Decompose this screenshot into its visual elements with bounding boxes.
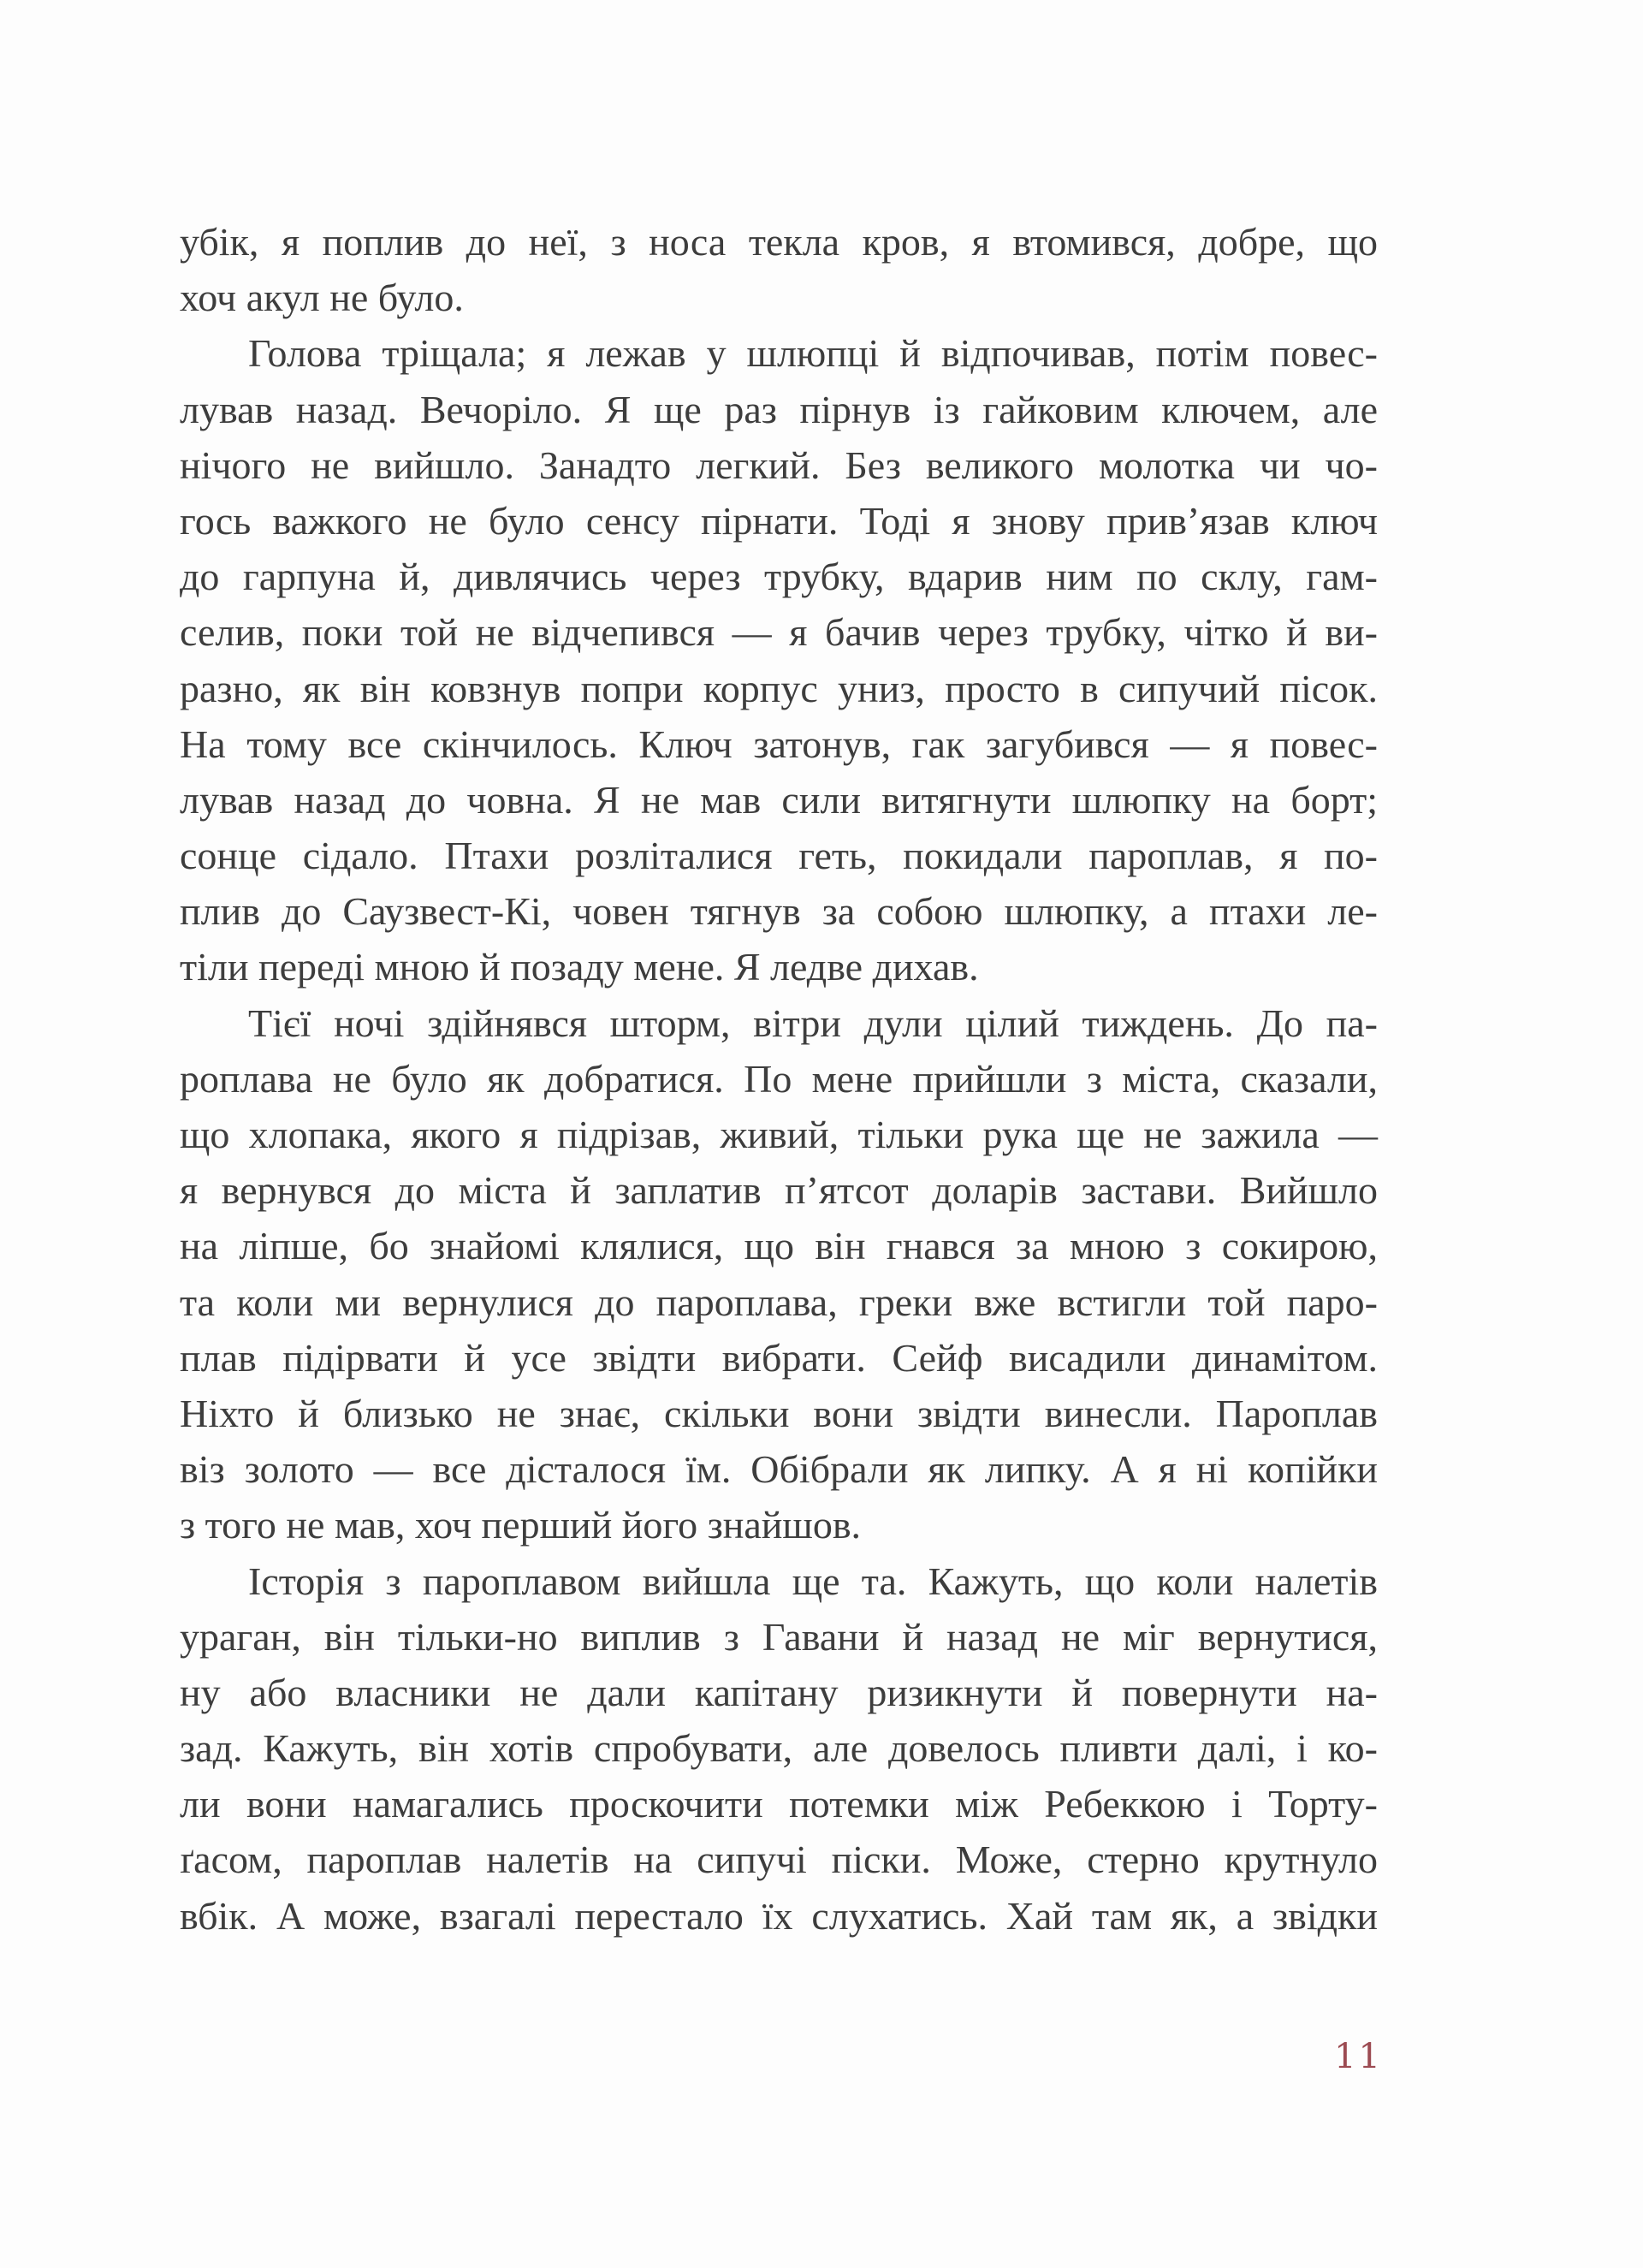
text-line: разно, як він ковзнув попри корпус униз, просто в сипучий пісок. xyxy=(180,666,1378,710)
text-line: ли вони намагались проскочити потемки між Ребеккою і Торту- xyxy=(180,1782,1378,1826)
page-text xyxy=(180,214,1378,1944)
text-line: до гарпуна й, дивлячись через трубку, вдарив ним по склу, гам- xyxy=(180,555,1378,599)
text-line: Історія з пароплавом вийшла ще та. Кажуть, що коли налетів xyxy=(248,1559,1378,1603)
text-line: роплава не було як добратися. По мене прийшли з міста, сказали, xyxy=(180,1056,1378,1101)
text-line: Голова тріщала; я лежав у шлюпці й відпочивав, потім повес- xyxy=(248,331,1378,376)
text-line: нічого не вийшло. Занадто легкий. Без великого молотка чи чо- xyxy=(180,442,1378,487)
text-line: селив, поки той не відчепився — я бачив через трубку, чітко й ви- xyxy=(180,610,1378,655)
text-line: лував назад. Вечоріло. Я ще раз пірнув із гайковим ключем, але xyxy=(180,387,1378,431)
text-line: вбік. А може, взагалі перестало їх слухатись. Хай там як, а звідки xyxy=(180,1893,1378,1938)
text-line: я вернувся до міста й заплатив п’ятсот доларів застави. Вийшло xyxy=(180,1168,1378,1213)
text-line: ураган, він тільки-но виплив з Гавани й назад не міг вернутися, xyxy=(180,1614,1378,1659)
text-line: ґасом, пароплав налетів на сипучі піски. Може, стерно крутнуло xyxy=(180,1838,1378,1882)
text-line: на ліпше, бо знайомі клялися, що він гнався за мною з сокирою, xyxy=(180,1224,1378,1268)
text-line: з того не мав, хоч перший його знайшов. xyxy=(180,1503,862,1547)
text-line: убік, я поплив до неї, з носа текла кров, я втомився, добре, що xyxy=(180,220,1378,264)
text-line: лував назад до човна. Я не мав сили витягнути шлюпку на борт; xyxy=(180,777,1378,822)
page-number: 11 xyxy=(1334,2037,1383,2076)
text-line: На тому все скінчилось. Ключ затонув, гак загубився — я повес- xyxy=(180,721,1378,766)
text-line: що хлопака, якого я підрізав, живий, тільки рука ще не зажила — xyxy=(180,1113,1378,1156)
text-line: Тієї ночі здійнявся шторм, вітри дули цілий тиждень. До па- xyxy=(248,1000,1378,1045)
text-line: хоч акул не було. xyxy=(180,276,464,320)
text-line: сонце сідало. Птахи розліталися геть, покидали пароплав, я по- xyxy=(180,834,1378,878)
text-line: гось важкого не було сенсу пірнати. Тоді я знову прив’язав ключ xyxy=(180,498,1378,543)
text-line: Ніхто й близько не знає, скільки вони звідти винесли. Пароплав xyxy=(180,1391,1378,1435)
text-line: та коли ми вернулися до пароплава, греки вже встигли той паро- xyxy=(180,1279,1378,1324)
text-line: тіли переді мною й позаду мене. Я ледве дихав. xyxy=(180,945,979,989)
text-line: ну або власники не дали капітану ризикнути й повернути на- xyxy=(180,1670,1378,1714)
text-line: плив до Саузвест-Кі, човен тягнув за собою шлюпку, а птахи ле- xyxy=(180,889,1378,934)
text-line: зад. Кажуть, він хотів спробувати, але довелось пливти далі, і ко- xyxy=(180,1726,1378,1771)
text-line: віз золото — все дісталося їм. Обібрали як липку. А я ні копійки xyxy=(180,1447,1378,1492)
text-line: плав підірвати й усе звідти вибрати. Сейф висадили динамітом. xyxy=(180,1335,1378,1380)
